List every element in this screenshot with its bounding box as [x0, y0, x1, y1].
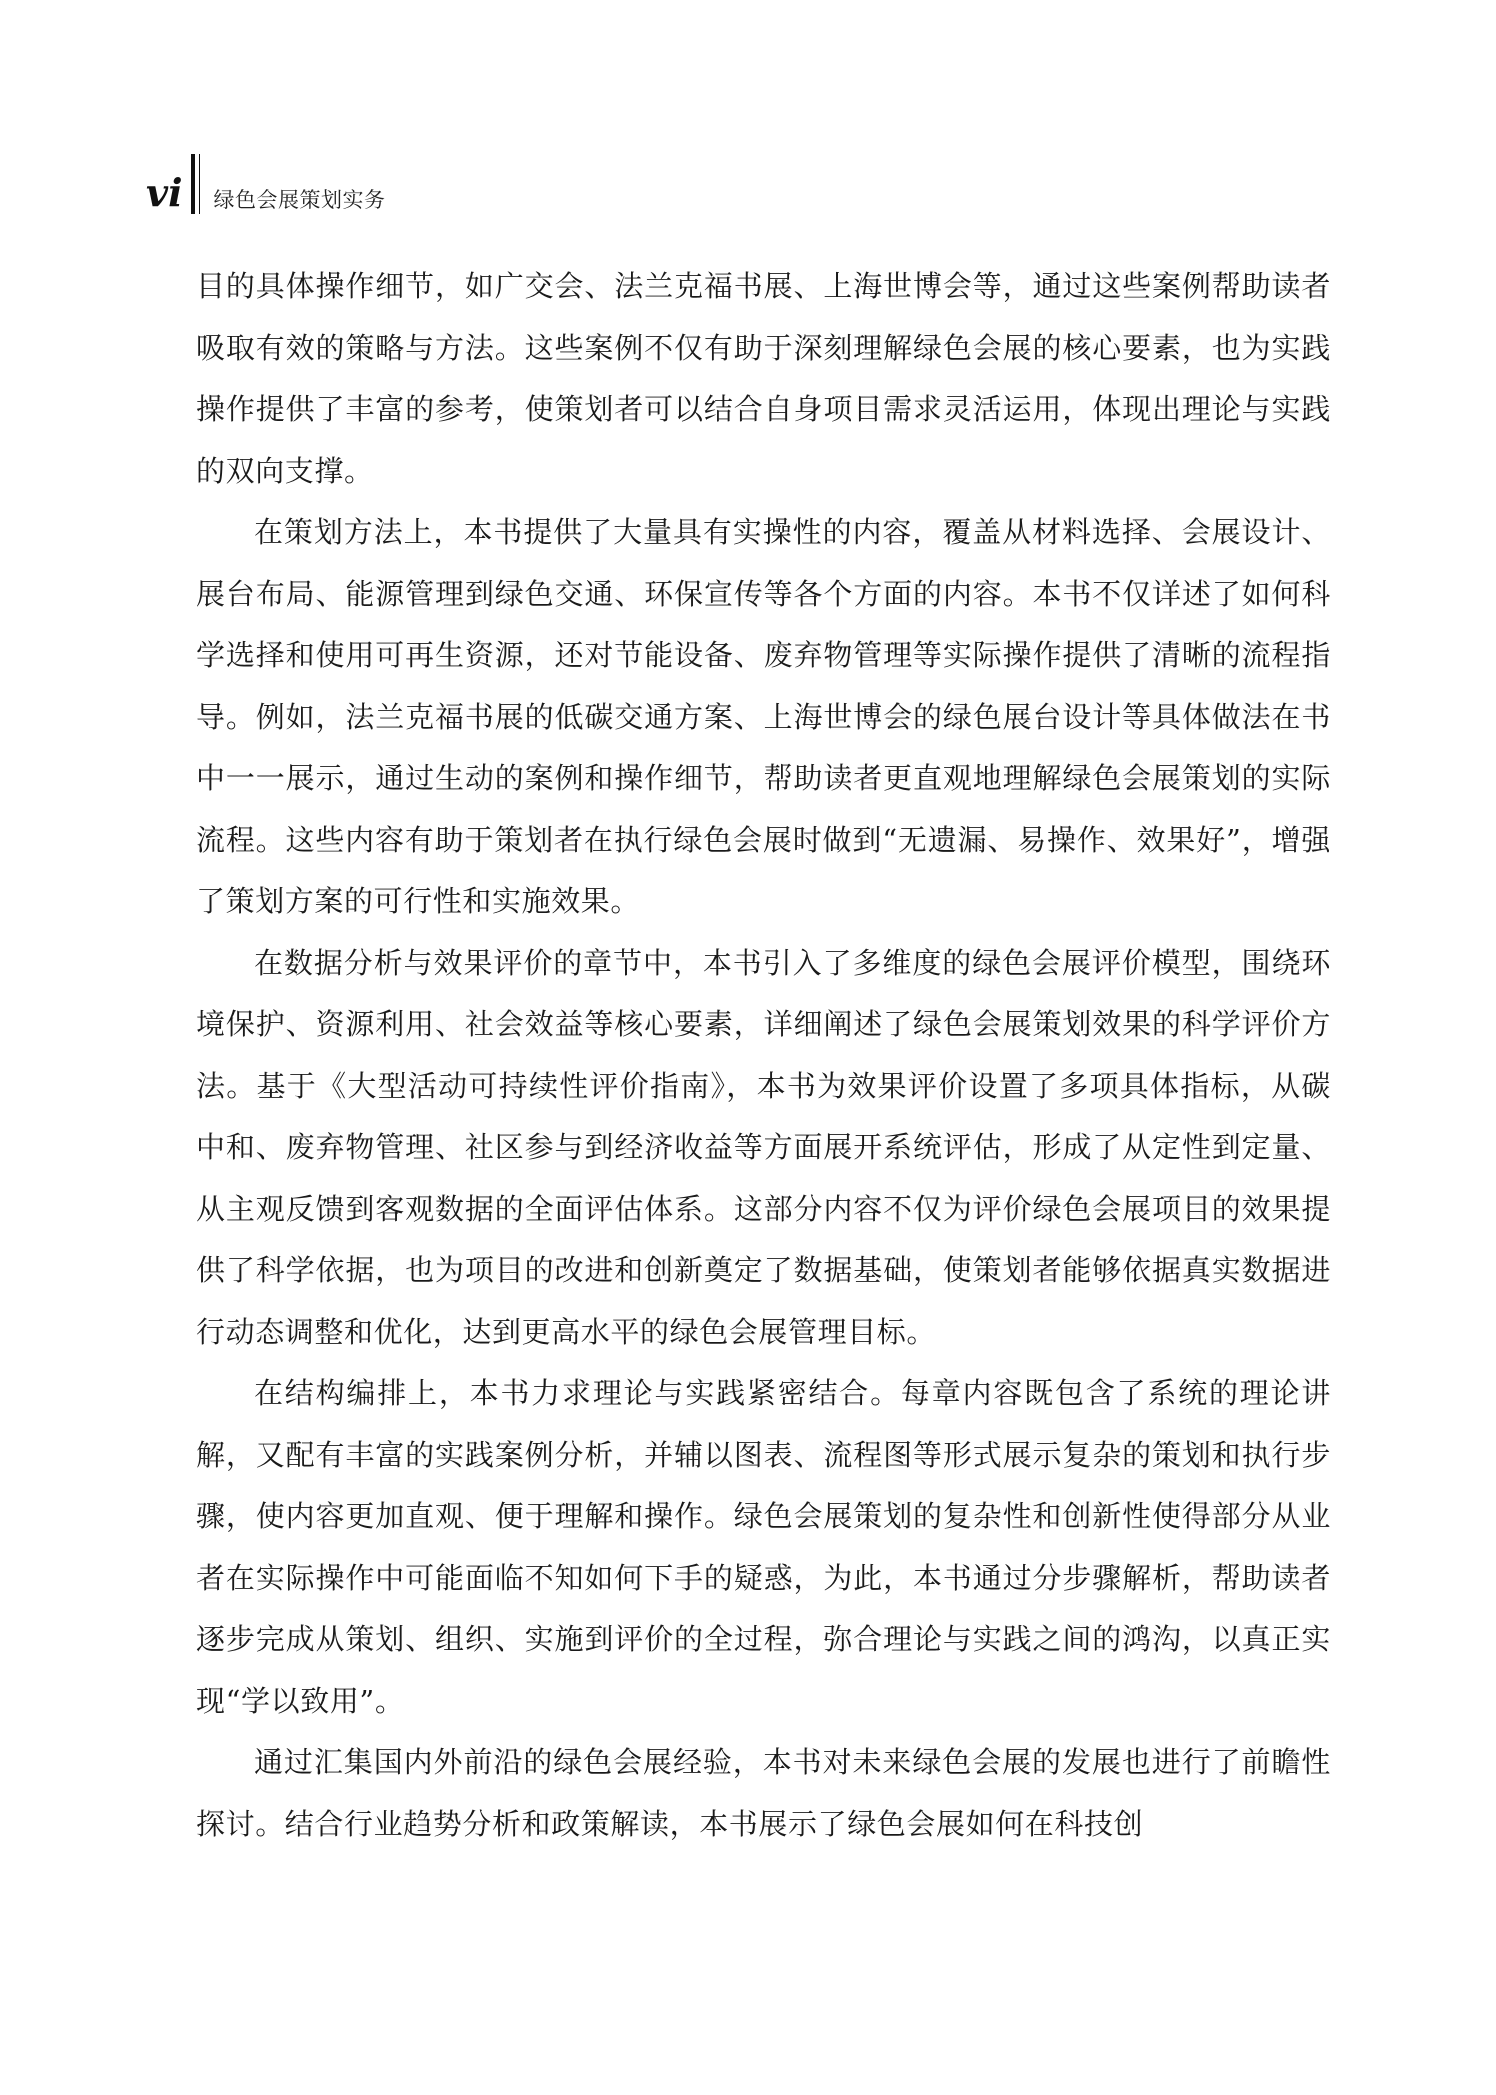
- header-thin-rule: [199, 154, 200, 214]
- header-rule-icon: [191, 154, 200, 214]
- body-text: [196, 256, 1331, 1855]
- paragraph: 在策划方法上，本书提供了大量具有实操性的内容，覆盖从材料选择、会展设计、展台布局、能源管理到绿色交通、环保宣传等各个方面的内容。本书不仅详述了如何科学选择和使用可再生资源，还对节能设备、废弃物管理等实际操作提供了清晰的流程指导。例如，法兰克福书展的低碳交通方案、上海世博会的绿色展台设计等具体做法在书中一一展示，通过生动的案例和操作细节，帮助读者更直观地理解绿色会展策划的实际流程。这些内容有助于策划者在执行绿色会展时做到“无遗漏、易操作、效果好”，增强了策划方案的可行性和实施效果。: [196, 515, 1331, 918]
- header-thick-rule: [191, 154, 195, 214]
- paragraph: 通过汇集国内外前沿的绿色会展经验，本书对未来绿色会展的发展也进行了前瞻性探讨。结合行业趋势分析和政策解读，本书展示了绿色会展如何在科技创: [196, 1745, 1331, 1841]
- running-title: 绿色会展策划实务: [213, 188, 386, 212]
- running-header: [146, 150, 386, 214]
- paragraph-continued: 目的具体操作细节，如广交会、法兰克福书展、上海世博会等，通过这些案例帮助读者吸取有效的策略与方法。这些案例不仅有助于深刻理解绿色会展的核心要素，也为实践操作提供了丰富的参考，使策划者可以结合自身项目需求灵活运用，体现出理论与实践的双向支撑。: [196, 269, 1331, 488]
- paragraph: 在结构编排上，本书力求理论与实践紧密结合。每章内容既包含了系统的理论讲解，又配有丰富的实践案例分析，并辅以图表、流程图等形式展示复杂的策划和执行步骤，使内容更加直观、便于理解和操作。绿色会展策划的复杂性和创新性使得部分从业者在实际操作中可能面临不知如何下手的疑惑，为此，本书通过分步骤解析，帮助读者逐步完成从策划、组织、实施到评价的全过程，弥合理论与实践之间的鸿沟，以真正实现“学以致用”。: [196, 1376, 1331, 1718]
- page-number: vi: [146, 170, 183, 215]
- paragraph: 在数据分析与效果评价的章节中，本书引入了多维度的绿色会展评价模型，围绕环境保护、资源利用、社会效益等核心要素，详细阐述了绿色会展策划效果的科学评价方法。基于《大型活动可持续性评价指南》，本书为效果评价设置了多项具体指标，从碳中和、废弃物管理、社区参与到经济收益等方面展开系统评估，形成了从定性到定量、从主观反馈到客观数据的全面评估体系。这部分内容不仅为评价绿色会展项目的效果提供了科学依据，也为项目的改进和创新奠定了数据基础，使策划者能够依据真实数据进行动态调整和优化，达到更高水平的绿色会展管理目标。: [196, 945, 1331, 1349]
